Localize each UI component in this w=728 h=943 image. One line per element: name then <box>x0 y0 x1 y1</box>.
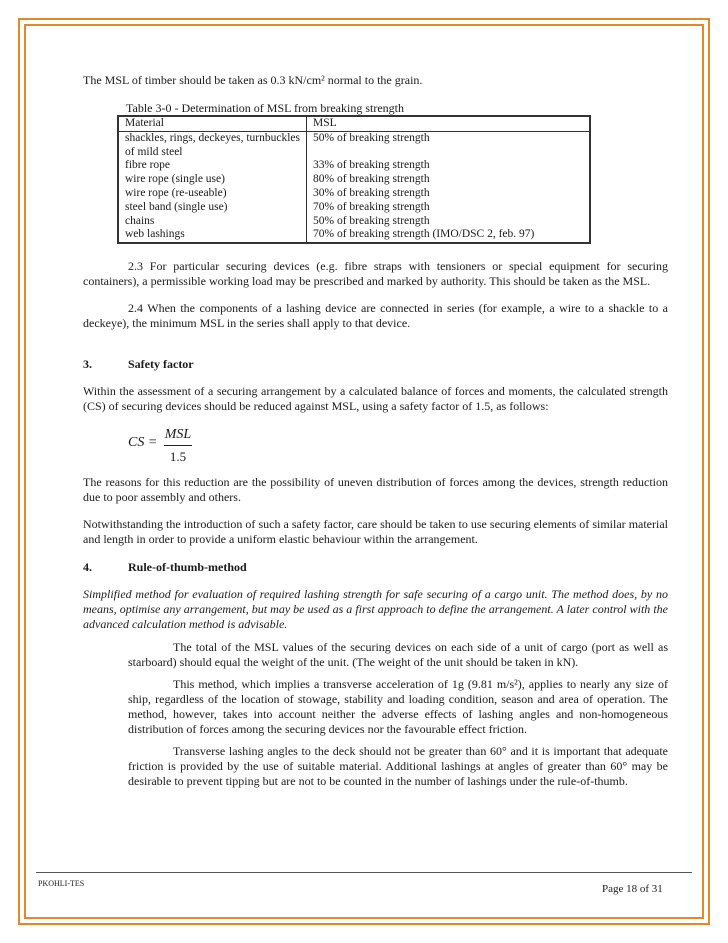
msl-cell: 33% of breaking strength <box>313 159 430 172</box>
material-cell: web lashings <box>118 228 307 243</box>
section-3-paragraph-1: Within the assessment of a securing arrangement by a calculated balance of forces and moments, the calculated strength (CS) of securing devices should be reduced against MSL, using a safety factor of 1.5, as follows: <box>83 384 668 413</box>
page-number: Page 18 of 31 <box>602 883 663 895</box>
table-row <box>118 201 590 215</box>
header-material: Material <box>118 116 307 131</box>
material-cell: wire rope (re-useable) <box>118 187 307 201</box>
footer-author: PKOHLI-TES <box>38 879 85 888</box>
material-cell: shackles, rings, deckeyes, turnbuckles of mild steel <box>118 131 307 159</box>
section-4-intro: Simplified method for evaluation of required lashing strength for safe securing of a cargo unit. The method does, by no means, optimise any arrangement, but may be used as a first approach to define the arrangement. A later control with the advanced calculation method is advisable. <box>83 587 668 631</box>
formula-numerator: MSL <box>164 427 192 442</box>
section-4-paragraph-1: The total of the MSL values of the securing devices on each side of a unit of cargo (port as well as starboard) should equal the weight of the unit. (The weight of the unit should be taken in kN). <box>128 640 668 669</box>
material-cell: fibre rope <box>118 159 307 173</box>
formula-lhs: CS = <box>128 435 158 450</box>
material-cell: chains <box>118 215 307 229</box>
table-header-row <box>118 116 590 131</box>
table-row <box>118 228 590 243</box>
table-row <box>118 131 590 159</box>
material-cell: wire rope (single use) <box>118 173 307 187</box>
msl-cell: 50% of breaking strength <box>313 214 430 227</box>
header-msl: MSL <box>307 116 591 131</box>
table-row <box>118 187 590 201</box>
table-caption: Table 3-0 - Determination of MSL from breaking strength <box>126 101 404 115</box>
msl-cell: 80% of breaking strength <box>313 173 430 186</box>
section-3-paragraph-3: Notwithstanding the introduction of such a safety factor, care should be taken to use securing elements of similar material and length in order to provide a uniform elastic behaviour within the arrangement. <box>83 517 668 546</box>
paragraph-2-4: 2.4 When the components of a lashing device are connected in series (for example, a wire to a shackle to a deckeye), the minimum MSL in the series shall apply to that device. <box>83 301 668 330</box>
msl-cell: 70% of breaking strength <box>313 200 430 213</box>
section-4-paragraph-3: Transverse lashing angles to the deck should not be greater than 60° and it is important that adequate friction is provided by the use of suitable material. Additional lashings at angles of greater than 60° may be desirable to prevent tipping but are not to be counted in the number of lashings under the rule-of-thumb. <box>128 744 668 788</box>
msl-table <box>117 115 591 244</box>
footer-divider <box>36 872 692 873</box>
section-4-title: Rule-of-thumb-method <box>128 560 247 574</box>
formula-denominator: 1.5 <box>169 449 187 464</box>
msl-cell: 70% of breaking strength (IMO/DSC 2, feb. 97) <box>313 228 535 241</box>
paragraph-2-3: 2.3 For particular securing devices (e.g. fibre straps with tensioners or special equipment for securing containers), a permissible working load may be prescribed and marked by authority. This should be taken as the MSL. <box>83 259 668 288</box>
msl-cell: 50% of breaking strength <box>313 131 430 144</box>
material-cell: steel band (single use) <box>118 201 307 215</box>
intro-text: The MSL of timber should be taken as 0.3 kN/cm² normal to the grain. <box>83 73 423 87</box>
section-4-paragraph-2: This method, which implies a transverse acceleration of 1g (9.81 m/s²), applies to nearly any size of ship, regardless of the location of stowage, stability and loading condition, season and area of operation. The method, however, takes into account neither the adverse effects of lashing angles and non-homogeneous distribution of forces among the securing devices nor the favourable effect friction. <box>128 677 668 736</box>
section-4-number: 4. <box>83 560 92 574</box>
table-row <box>118 215 590 229</box>
section-3-number: 3. <box>83 357 92 371</box>
section-3-title: Safety factor <box>128 357 194 371</box>
table-row <box>118 173 590 187</box>
msl-cell: 30% of breaking strength <box>313 186 430 199</box>
section-3-paragraph-2: The reasons for this reduction are the possibility of uneven distribution of forces among the devices, strength reduction due to poor assembly and others. <box>83 475 668 504</box>
formula-fraction-bar <box>164 445 192 446</box>
table-row <box>118 159 590 173</box>
